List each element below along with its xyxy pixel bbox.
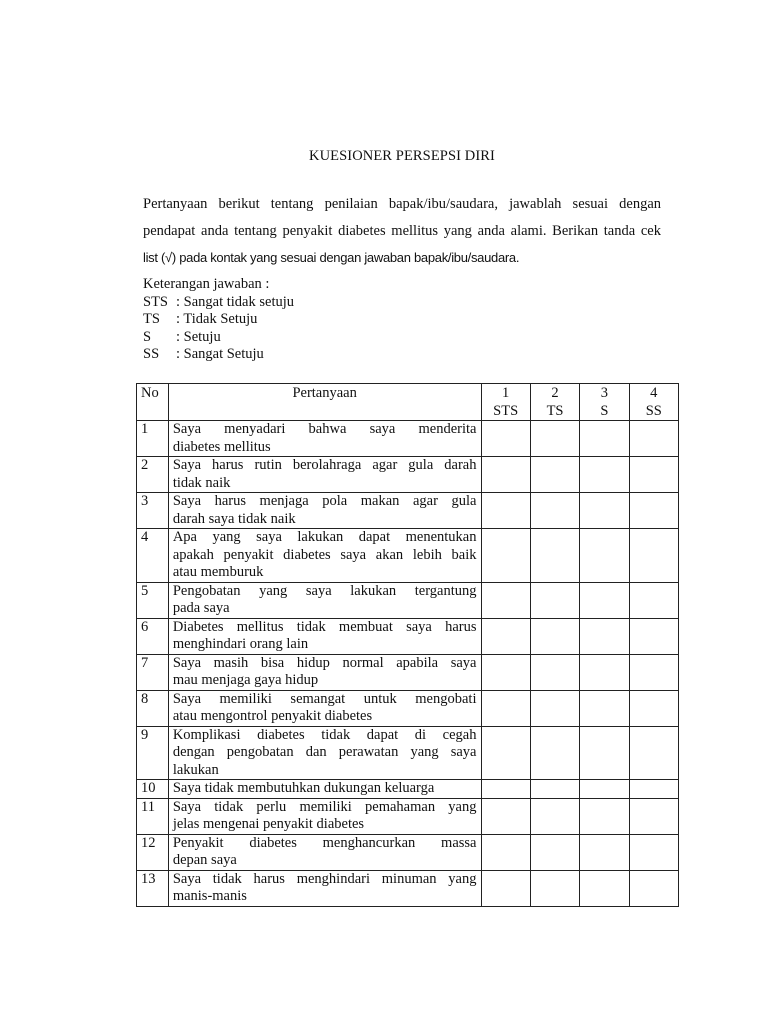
header-scale-2 [530,384,579,421]
question-line: Saya tidak harus menghindari minuman yang [172,870,477,887]
answer-cell-2[interactable] [530,582,579,618]
question-line: Diabetes mellitus tidak membuat saya harus [172,618,477,635]
question-line: pada saya [172,600,230,616]
answer-cell-2[interactable] [530,798,579,834]
table-row [137,582,679,618]
question-line: dengan pengobatan dan perawatan yang saya [172,744,477,760]
question-text [168,421,481,457]
table-header-row [137,384,679,421]
question-line: atau memburuk [172,564,264,580]
legend-code: SS [143,346,160,362]
question-line: Saya masih bisa hidup normal apabila saya [172,654,477,671]
question-line: darah saya tidak naik [172,510,296,527]
intro-line: pendapat anda tentang penyakit diabetes mellitus yang anda alami. Berikan tanda cek [143,223,661,239]
scale-code: S [600,403,609,419]
header-scale-4 [629,384,678,421]
answer-cell-2[interactable] [530,780,579,799]
legend-code: S [143,328,152,345]
question-line: diabetes mellitus [172,438,271,455]
answer-cell-3[interactable] [580,798,629,834]
answer-cell-4[interactable] [629,870,678,906]
question-line: Pengobatan yang saya lakukan tergantung [172,582,477,599]
question-line: Apa yang saya lakukan dapat menentukan [172,529,477,545]
answer-cell-3[interactable] [580,654,629,690]
question-line: menghindari orang lain [172,636,309,652]
scale-number: 1 [502,385,510,401]
answer-cell-1[interactable] [481,529,530,583]
row-number: 5 [137,582,169,618]
table-row [137,834,679,870]
answer-cell-3[interactable] [580,870,629,906]
answer-legend [143,276,294,364]
question-line: mau menjaga gaya hidup [172,672,319,688]
answer-cell-3[interactable] [580,834,629,870]
row-number: 11 [137,798,169,834]
intro-paragraph [143,196,661,277]
table-row [137,870,679,906]
answer-cell-4[interactable] [629,726,678,780]
answer-cell-1[interactable] [481,457,530,493]
questionnaire-table [136,383,679,907]
question-text [168,529,481,583]
question-line: Saya tidak perlu memiliki pemahaman yang [172,798,477,815]
legend-desc: : Setuju [176,328,221,345]
table-row [137,726,679,780]
answer-cell-4[interactable] [629,493,678,529]
question-line: Saya harus rutin berolahraga agar gula darah [172,457,477,473]
row-number: 7 [137,654,169,690]
answer-cell-2[interactable] [530,726,579,780]
legend-desc: : Sangat tidak setuju [176,293,294,310]
question-text [168,798,481,834]
answer-cell-1[interactable] [481,582,530,618]
answer-cell-3[interactable] [580,493,629,529]
answer-cell-1[interactable] [481,726,530,780]
legend-item [143,311,294,329]
row-number: 8 [137,690,169,726]
question-text [168,654,481,690]
question-text [168,493,481,529]
question-line: Saya tidak membutuhkan dukungan keluarga [172,780,435,796]
scale-code: STS [493,403,519,419]
row-number: 2 [137,457,169,493]
scale-number: 4 [650,385,658,401]
row-number: 9 [137,726,169,780]
answer-cell-4[interactable] [629,618,678,654]
header-no: No [137,384,169,421]
row-number: 4 [137,529,169,583]
table-row [137,690,679,726]
answer-cell-1[interactable] [481,798,530,834]
intro-line: list (√) pada kontak yang sesuai dengan jawaban bapak/ibu/saudara. [143,250,520,265]
answer-cell-2[interactable] [530,457,579,493]
legend-item [143,329,294,347]
answer-cell-2[interactable] [530,618,579,654]
header-scale-3 [580,384,629,421]
answer-cell-4[interactable] [629,529,678,583]
intro-line: Pertanyaan berikut tentang penilaian bapak/ibu/saudara, jawablah sesuai dengan [143,196,661,212]
answer-cell-2[interactable] [530,529,579,583]
question-text [168,780,481,799]
row-number: 3 [137,493,169,529]
table-row [137,618,679,654]
legend-item [143,294,294,312]
legend-item [143,346,294,364]
answer-cell-1[interactable] [481,618,530,654]
question-line: lakukan [172,761,219,778]
answer-cell-2[interactable] [530,834,579,870]
answer-cell-3[interactable] [580,421,629,457]
scale-code: TS [546,403,564,419]
question-text [168,834,481,870]
question-line: Saya harus menjaga pola makan agar gula [172,493,477,509]
question-line: atau mengontrol penyakit diabetes [172,708,373,724]
answer-cell-1[interactable] [481,654,530,690]
answer-cell-3[interactable] [580,618,629,654]
answer-cell-3[interactable] [580,690,629,726]
header-scale-1 [481,384,530,421]
answer-cell-1[interactable] [481,780,530,799]
row-number: 6 [137,618,169,654]
legend-desc: : Sangat Setuju [176,346,264,362]
question-line: Saya menyadari bahwa saya menderita [172,421,477,437]
answer-cell-4[interactable] [629,834,678,870]
row-number: 10 [137,780,169,799]
answer-cell-4[interactable] [629,582,678,618]
table-row [137,457,679,493]
answer-cell-1[interactable] [481,421,530,457]
table-row [137,421,679,457]
answer-cell-1[interactable] [481,493,530,529]
table-row [137,654,679,690]
question-text [168,726,481,780]
answer-cell-2[interactable] [530,421,579,457]
question-line: apakah penyakit diabetes saya akan lebih baik [172,546,477,563]
row-number: 12 [137,834,169,870]
question-line: jelas mengenai penyakit diabetes [172,816,365,832]
answer-cell-4[interactable] [629,780,678,799]
legend-heading: Keterangan jawaban : [143,276,270,292]
table-row [137,780,679,799]
question-text [168,582,481,618]
answer-cell-2[interactable] [530,870,579,906]
answer-cell-3[interactable] [580,582,629,618]
question-line: Saya memiliki semangat untuk mengobati [172,690,477,707]
row-number: 1 [137,421,169,457]
question-line: manis-manis [172,888,247,904]
question-line: depan saya [172,852,237,868]
answer-cell-4[interactable] [629,654,678,690]
answer-cell-3[interactable] [580,726,629,780]
answer-cell-1[interactable] [481,834,530,870]
scale-number: 3 [600,385,609,401]
table-body [137,421,679,907]
legend-code: STS [143,293,168,310]
answer-cell-1[interactable] [481,870,530,906]
document-title: KUESIONER PERSEPSI DIRI [309,148,495,164]
scale-code: SS [645,403,662,419]
question-line: Penyakit diabetes menghancurkan massa [172,834,477,851]
row-number: 13 [137,870,169,906]
question-text [168,457,481,493]
answer-cell-4[interactable] [629,421,678,457]
answer-cell-3[interactable] [580,457,629,493]
legend-code: TS [143,311,160,327]
question-text [168,618,481,654]
answer-cell-4[interactable] [629,457,678,493]
table-row [137,529,679,583]
answer-cell-1[interactable] [481,690,530,726]
question-line: tidak naik [172,474,231,491]
answer-cell-4[interactable] [629,690,678,726]
table-row [137,798,679,834]
scale-number: 2 [551,385,559,401]
answer-cell-3[interactable] [580,529,629,583]
question-text [168,870,481,906]
question-text [168,690,481,726]
answer-cell-4[interactable] [629,798,678,834]
header-question: Pertanyaan [168,384,481,421]
table-row [137,493,679,529]
answer-cell-2[interactable] [530,493,579,529]
legend-desc: : Tidak Setuju [176,311,258,327]
answer-cell-2[interactable] [530,654,579,690]
answer-cell-3[interactable] [580,780,629,799]
question-line: Komplikasi diabetes tidak dapat di cegah [172,726,477,743]
answer-cell-2[interactable] [530,690,579,726]
